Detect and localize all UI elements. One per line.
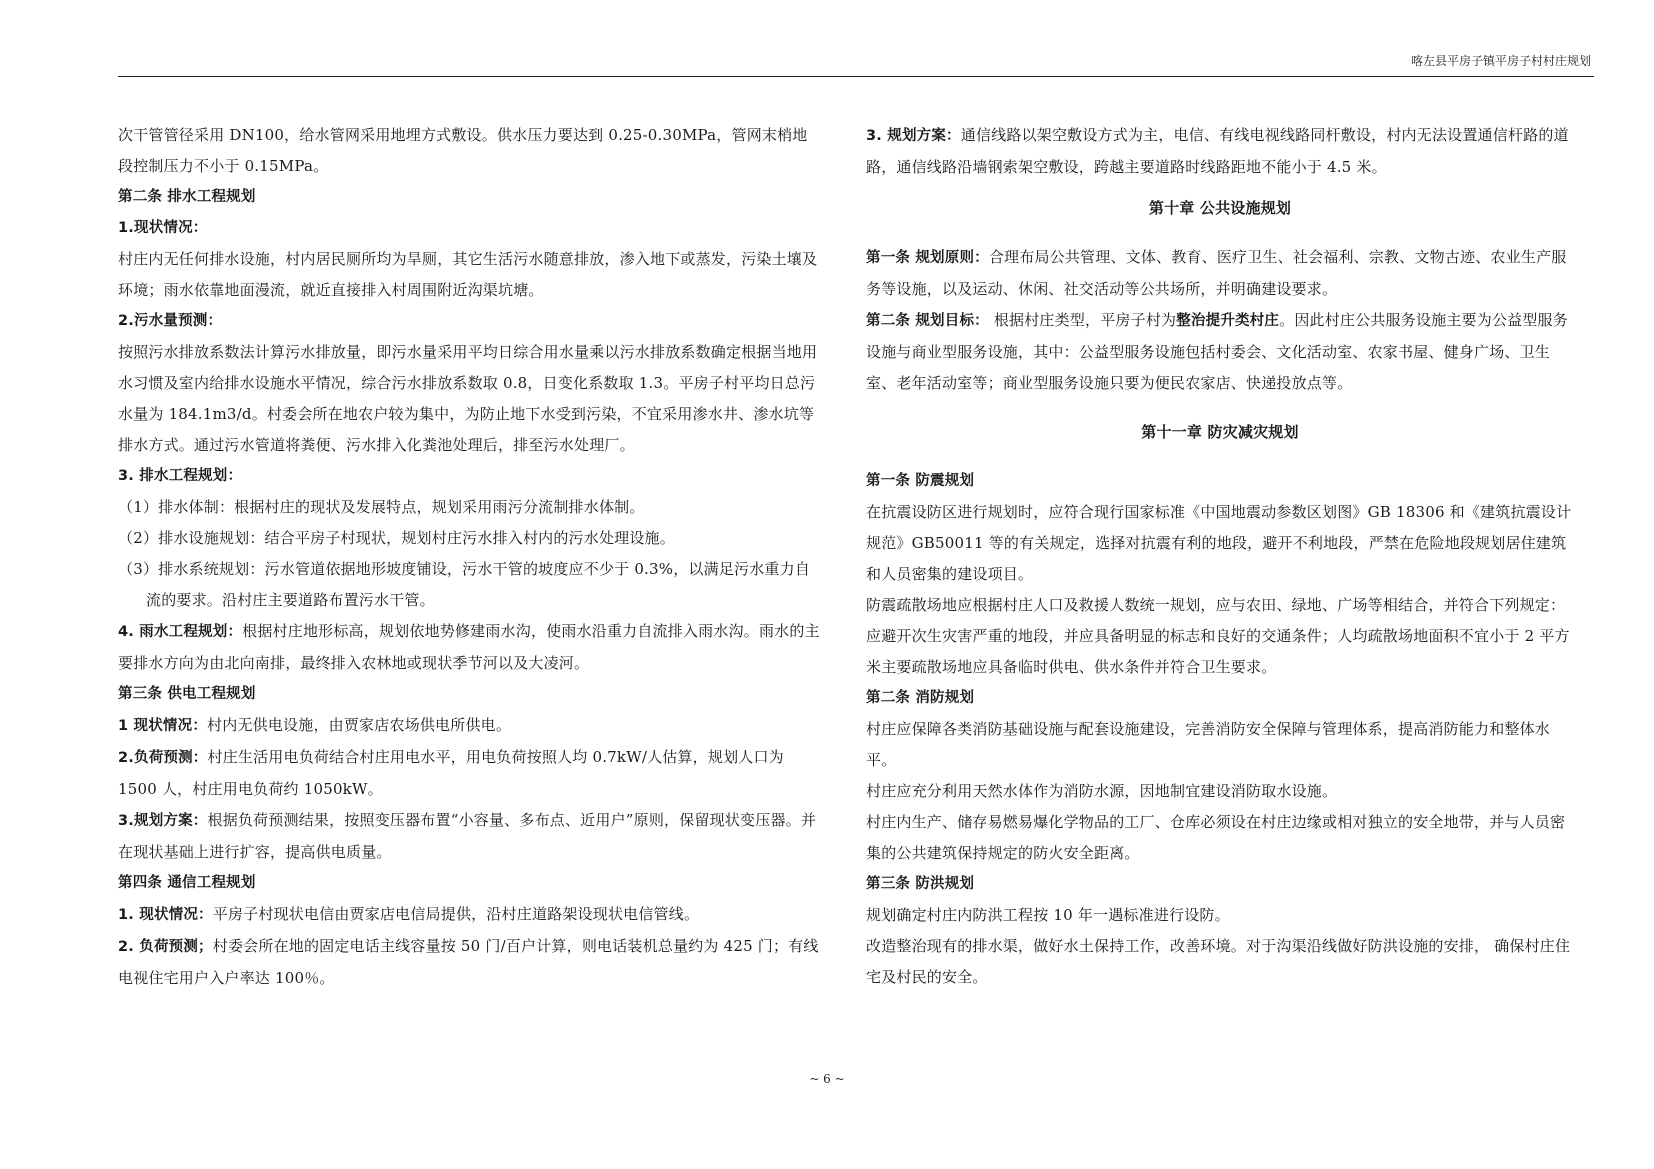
drainage-plan-item-3: （3）排水系统规划：污水管道依据地形坡度铺设，污水干管的坡度应不少于 0.3%，以满足污水重力自流的要求。沿村庄主要道路布置污水干管。 xyxy=(118,560,811,609)
public-goals-text-post: 。因此村庄公共服务设施主要为公益型服务设施与商业型服务设施，其中：公益型服务设施包括村委会、文化活动室、农家书屋、健身广场、卫生室、老年活动室等；商业型服务设施只要为便民农家店、快递投放点等。 xyxy=(866,311,1568,392)
fire-text-3: 村庄内生产、储存易燃易爆化学物品的工厂、仓库必须设在村庄边缘或相对独立的安全地带，并与人员密集的公共建筑保持规定的防火安全距离。 xyxy=(866,813,1566,862)
telecom-status xyxy=(118,899,820,931)
rainwater-plan-label: 4. 雨水工程规划： xyxy=(118,624,243,640)
power-status-label: 1 现状情况： xyxy=(118,718,208,734)
right-column xyxy=(866,120,1574,993)
power-plan xyxy=(118,805,820,868)
telecom-forecast-text: 村委会所在地的固定电话主线容量按 50 门/百户计算，则电话装机总量约为 425 门；有线电视住宅用户入户率达 100％。 xyxy=(118,937,819,987)
power-forecast xyxy=(118,742,820,805)
telecom-plan-label: 3. 规划方案： xyxy=(866,128,961,144)
fire-text-1: 村庄应保障各类消防基础设施与配套设施建设，完善消防安全保障与管理体系，提高消防能力和整体水平。 xyxy=(866,720,1551,769)
telecom-plan-text: 通信线路以架空敷设方式为主，电信、有线电视线路同杆敷设，村内无法设置通信杆路的道路，通信线路沿墙钢索架空敷设，跨越主要道路时线路距地不能小于 4.5 米。 xyxy=(866,126,1569,176)
left-column xyxy=(118,120,820,994)
public-goals xyxy=(866,305,1574,399)
public-goals-text-pre: 根据村庄类型，平房子村为 xyxy=(988,311,1177,329)
drainage-status-text: 村庄内无任何排水设施，村内居民厕所均为旱厕，其它生活污水随意排放，渗入地下或蒸发，污染土壤及环境；雨水依靠地面漫流，就近直接排入村周围附近沟渠坑塘。 xyxy=(118,250,818,299)
earthquake-heading: 第一条 防震规划 xyxy=(866,473,975,489)
power-plan-text: 根据负荷预测结果，按照变压器布置“小容量、多布点、近用户”原则，保留现状变压器。并在现状基础上进行扩容，提高供电质量。 xyxy=(118,811,817,861)
earthquake-text-1: 在抗震设防区进行规划时，应符合现行国家标准《中国地震动参数区划图》GB 18306 和《建筑抗震设计规范》GB50011 等的有关规定，选择对抗震有利的地段，避开不利地段，严禁在危险地段规划居住建筑和人员密集的建设项目。 xyxy=(866,503,1572,583)
sewage-forecast-text: 按照污水排放系数法计算污水排放量，即污水量采用平均日综合用水量乘以污水排放系数确定根据当地用水习惯及室内给排水设施水平情况，综合污水排放系数取 0.8，日变化系数取 1.3。平房子村平均日总污水量为 184.1m3/d。村委会所在地农户较为集中，为防止地下水受到污染，不宜采用渗水井、渗水坑等排水方式。通过污水管道将粪便、污水排入化粪池处理后，排至污水处理厂。 xyxy=(118,343,818,454)
fire-text-2: 村庄应充分利用天然水体作为消防水源，因地制宜建设消防取水设施。 xyxy=(866,782,1338,800)
page-header: 喀左县平房子镇平房子村村庄规划 xyxy=(1410,54,1591,68)
flood-text-1: 规划确定村庄内防洪工程按 10 年一遇标准进行设防。 xyxy=(866,906,1230,924)
telecom-forecast xyxy=(118,931,820,994)
chapter-10-heading: 第十章 公共设施规划 xyxy=(1148,199,1292,217)
power-status-text: 村内无供电设施，由贾家店农场供电所供电。 xyxy=(207,716,512,734)
header-rule xyxy=(118,76,1594,77)
page-number: ~ 6 ~ xyxy=(809,1072,845,1086)
power-forecast-text: 村庄生活用电负荷结合村庄用电水平，用电负荷按照人均 0.7kW/人估算，规划人口为 1500 人，村庄用电负荷约 1050kW。 xyxy=(118,748,784,798)
telecom-status-text: 平房子村现状电信由贾家店电信局提供，沿村庄道路架设现状电信管线。 xyxy=(212,905,700,923)
flood-text-2: 改造整治现有的排水渠，做好水土保持工作，改善环境。对于沟渠沿线做好防洪设施的安排， 确保村庄住宅及村民的安全。 xyxy=(866,937,1571,986)
public-principles-text: 合理布局公共管理、文体、教育、医疗卫生、社会福利、宗教、文物古迹、农业生产服务等设施，以及运动、休闲、社交活动等公共场所，并明确建设要求。 xyxy=(866,248,1567,298)
rainwater-plan-text: 根据村庄地形标高，规划依地势修建雨水沟，使雨水沿重力自流排入雨水沟。雨水的主要排水方向为由北向南排，最终排入农林地或现状季节河以及大凌河。 xyxy=(118,622,820,672)
flood-heading: 第三条 防洪规划 xyxy=(866,876,975,892)
chapter-11-heading: 第十一章 防灾减灾规划 xyxy=(1141,423,1299,441)
telecom-status-label: 1. 现状情况： xyxy=(118,907,213,923)
water-supply-continuation: 次干管管径采用 DN100，给水管网采用地埋方式敷设。供水压力要达到 0.25-0.30MPa，管网末梢地段控制压力不小于 0.15MPa。 xyxy=(118,126,808,175)
power-status xyxy=(118,710,820,742)
rainwater-plan xyxy=(118,616,820,679)
drainage-status-label: 1.现状情况： xyxy=(118,220,208,236)
earthquake-text-2: 防震疏散场地应根据村庄人口及救援人数统一规划，应与农田、绿地、广场等相结合，并符合下列规定：应避开次生灾害严重的地段，并应具备明显的标志和良好的交通条件；人均疏散场地面积不宜小于 2 平方米主要疏散场地应具备临时供电、供水条件并符合卫生要求。 xyxy=(866,596,1570,676)
telecom-forecast-label: 2. 负荷预测； xyxy=(118,939,213,955)
drainage-plan-item-2: （2）排水设施规划：结合平房子村现状，规划村庄污水排入村内的污水处理设施。 xyxy=(118,529,675,547)
drainage-plan-label: 3. 排水工程规划： xyxy=(118,468,243,484)
public-goals-village-type: 整治提升类村庄 xyxy=(1176,313,1280,329)
power-plan-label: 3.规划方案： xyxy=(118,813,208,829)
telecom-plan xyxy=(866,120,1574,183)
article-3-heading: 第三条 供电工程规划 xyxy=(118,686,256,702)
power-forecast-label: 2.负荷预测： xyxy=(118,750,208,766)
article-2-heading: 第二条 排水工程规划 xyxy=(118,189,256,205)
public-principles-label: 第一条 规划原则： xyxy=(866,250,989,266)
article-4-heading: 第四条 通信工程规划 xyxy=(118,875,256,891)
fire-heading: 第二条 消防规划 xyxy=(866,690,975,706)
sewage-forecast-label: 2.污水量预测： xyxy=(118,313,223,329)
public-principles xyxy=(866,242,1574,305)
public-goals-label: 第二条 规划目标： xyxy=(866,313,989,329)
drainage-plan-item-1: （1）排水体制：根据村庄的现状及发展特点，规划采用雨污分流制排水体制。 xyxy=(118,498,645,516)
